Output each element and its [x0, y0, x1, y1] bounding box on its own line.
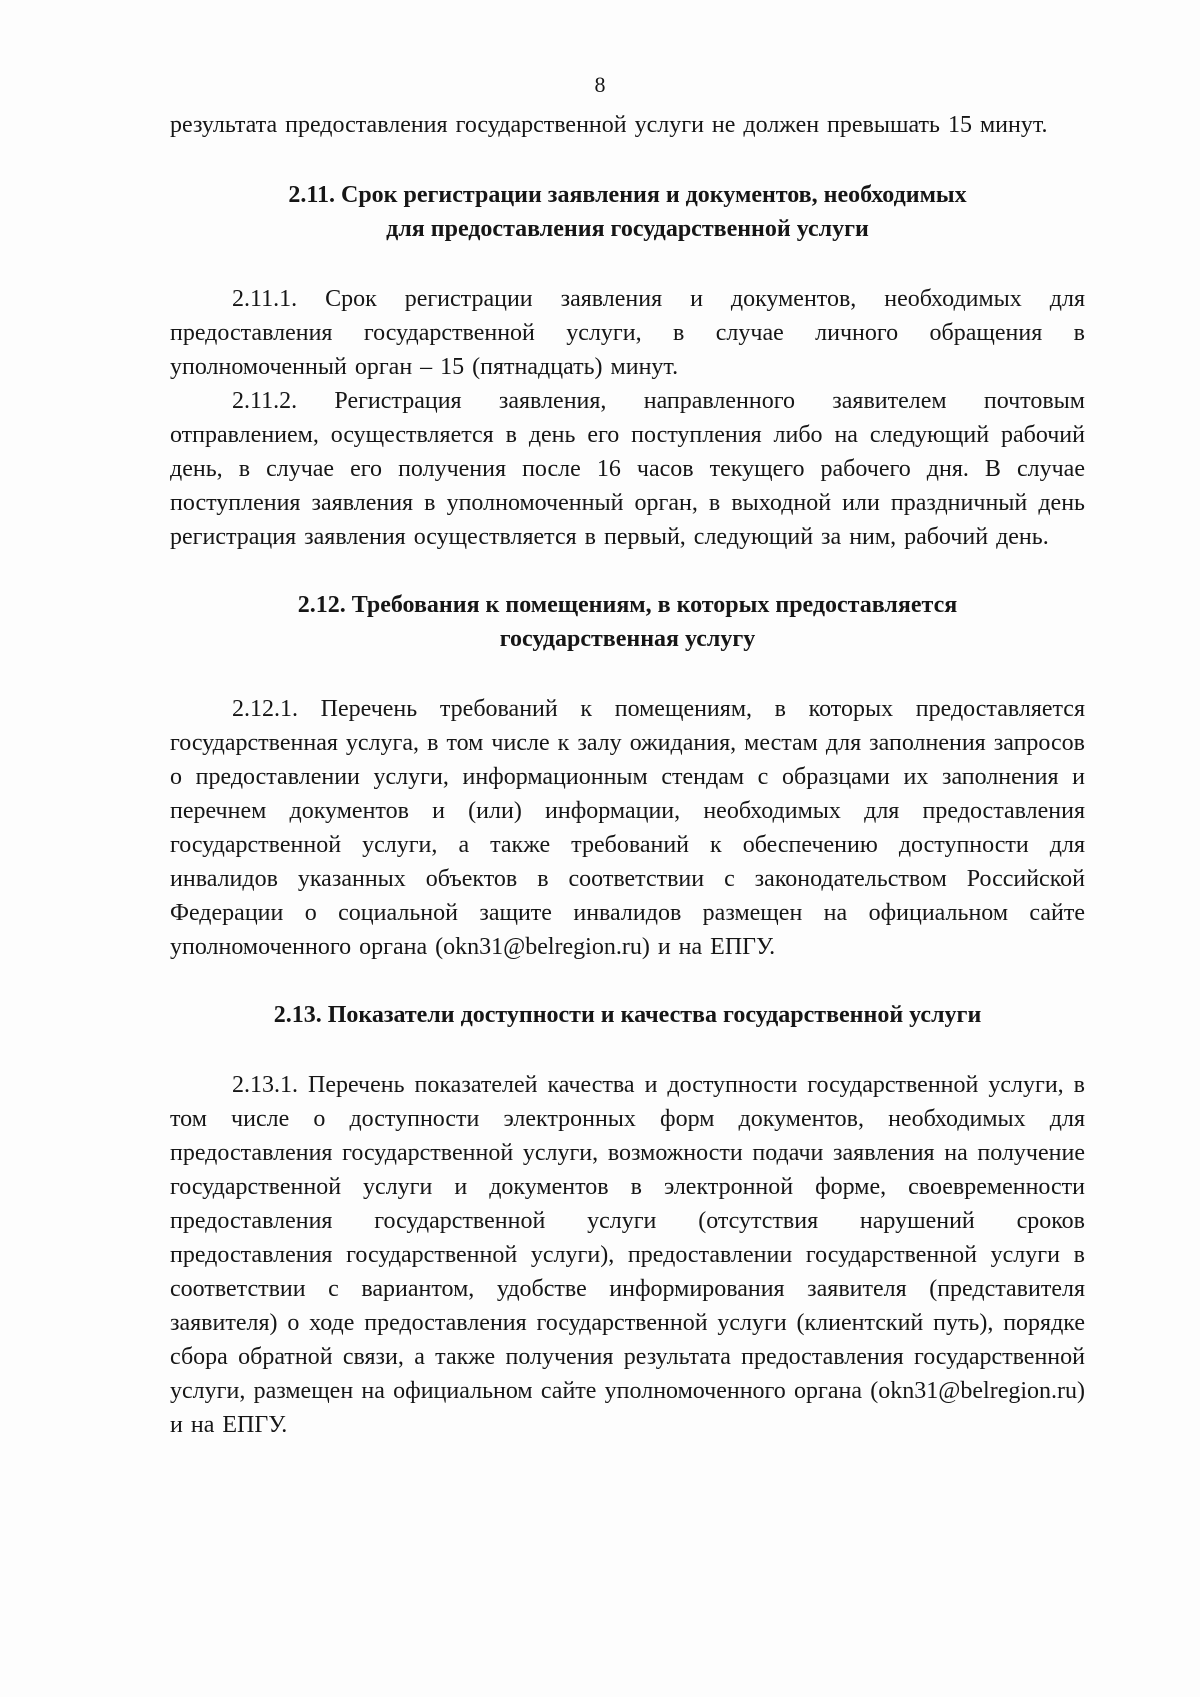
section-2-11-heading-line2: для предоставления государственной услуги	[386, 216, 869, 242]
section-2-11-heading	[170, 178, 1085, 246]
section-2-11-heading-line1: 2.11. Срок регистрации заявления и документов, необходимых	[288, 182, 967, 208]
section-2-11	[170, 178, 1085, 554]
paragraph-2-13-1: 2.13.1. Перечень показателей качества и доступности государственной услуги, в том числе о доступности электронных форм документов, необходимых для предоставления государственной услуги, возможности подачи заявления на получение государственной услуги и документов в электронной форме, своевременности предоставления государственной услуги (отсутствия нарушений сроков предоставления государственной услуги), предоставлении государственной услуги в соответствии с вариантом, удобстве информирования заявителя (представителя заявителя) о ходе предоставления государственной услуги (клиентский путь), порядке сбора обратной связи, а также получения результата предоставления государственной услуги, размещен на официальном сайте уполномоченного органа (okn31@belregion.ru) и на ЕПГУ.	[170, 1072, 1085, 1438]
page-number: 8	[594, 72, 606, 97]
section-2-12-heading	[170, 588, 1085, 656]
section-2-12	[170, 588, 1085, 964]
continuation-paragraph: результата предоставления государственной услуги не должен превышать 15 минут.	[170, 112, 1048, 138]
section-2-12-heading-line1: 2.12. Требования к помещениям, в которых предоставляется	[297, 592, 958, 618]
section-2-13	[170, 998, 1085, 1442]
document-body	[170, 108, 1085, 1442]
section-2-12-heading-line2: государственная услугу	[499, 626, 756, 652]
paragraph-2-11-1: 2.11.1. Срок регистрации заявления и документов, необходимых для предоставления государственной услуги, в случае личного обращения в уполномоченный орган – 15 (пятнадцать) минут.	[170, 286, 1085, 380]
section-2-13-heading: 2.13. Показатели доступности и качества государственной услуги	[273, 1002, 982, 1028]
paragraph-2-11-2: 2.11.2. Регистрация заявления, направленного заявителем почтовым отправлением, осуществляется в день его поступления либо на следующий рабочий день, в случае его получения после 16 часов текущего рабочего дня. В случае поступления заявления в уполномоченный орган, в выходной или праздничный день регистрация заявления осуществляется в первый, следующий за ним, рабочий день.	[170, 388, 1085, 550]
paragraph-2-12-1: 2.12.1. Перечень требований к помещениям, в которых предоставляется государственная услуга, в том числе к залу ожидания, местам для заполнения запросов о предоставлении услуги, информационным стендам с образцами их заполнения и перечнем документов и (или) информации, необходимых для предоставления государственной услуги, а также требований к обеспечению доступности для инвалидов указанных объектов в соответствии с законодательством Российской Федерации о социальной защите инвалидов размещен на официальном сайте уполномоченного органа (okn31@belregion.ru) и на ЕПГУ.	[170, 696, 1085, 960]
